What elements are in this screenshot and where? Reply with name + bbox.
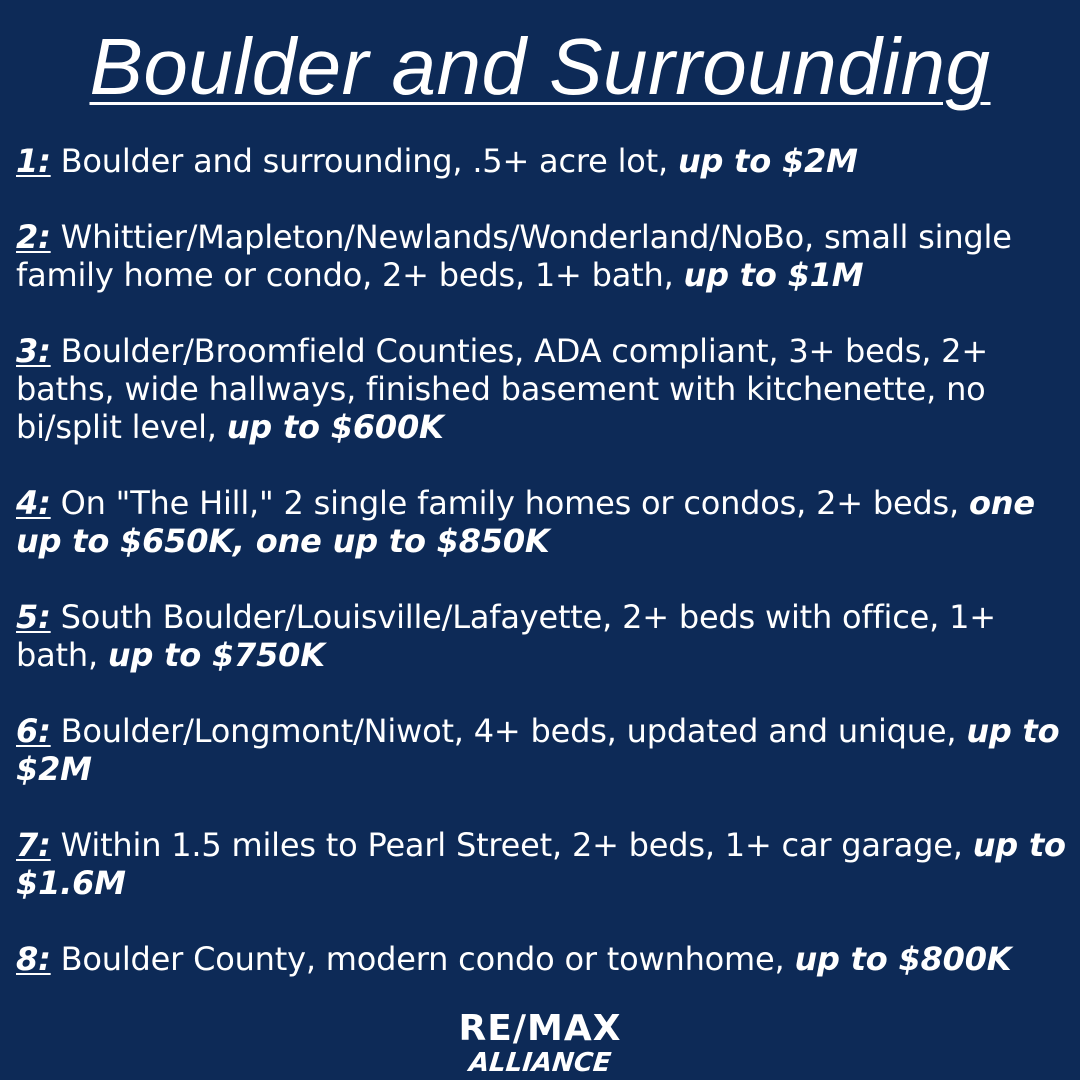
listing-criteria-list: [16, 142, 1072, 978]
item-text: Boulder and surrounding, .5+ acre lot,: [50, 142, 678, 180]
list-item: [16, 598, 1072, 674]
list-item: [16, 712, 1072, 788]
item-number: 8:: [16, 940, 51, 978]
item-text: Whittier/Mapleton/Newlands/Wonderland/NoBo, small single family home or condo, 2+ beds, 1+ bath,: [16, 218, 1012, 294]
item-price: one up to $650K, one up to $850K: [16, 484, 1035, 560]
item-text: Boulder/Longmont/Niwot, 4+ beds, updated and unique,: [50, 712, 967, 750]
item-price: up to $800K: [794, 940, 1012, 978]
logo-subtitle: ALLIANCE: [467, 1048, 613, 1078]
list-item: [16, 332, 1072, 446]
item-price: up to $600K: [226, 408, 444, 446]
item-number: 5:: [16, 598, 51, 636]
item-number: 2:: [16, 218, 51, 256]
list-item: [16, 940, 1072, 978]
list-item: [16, 484, 1072, 560]
remax-alliance-logo: [440, 1010, 640, 1080]
item-number: 6:: [16, 712, 51, 750]
item-price: up to $2M: [16, 712, 1060, 788]
list-item: [16, 142, 1072, 180]
item-text: Within 1.5 miles to Pearl Street, 2+ beds, 1+ car garage,: [50, 826, 973, 864]
list-item: [16, 826, 1072, 902]
item-text: Boulder County, modern condo or townhome,: [50, 940, 795, 978]
list-item: [16, 218, 1072, 294]
item-number: 4:: [16, 484, 51, 522]
item-text: Boulder/Broomfield Counties, ADA compliant, 3+ beds, 2+ baths, wide hallways, finished basement with kitchenette, no bi/split level,: [16, 332, 988, 446]
item-price: up to $1.6M: [16, 826, 1066, 902]
item-number: 1:: [16, 142, 51, 180]
item-price: up to $2M: [677, 142, 858, 180]
logo-wordmark: RE/MAX: [458, 1008, 622, 1049]
item-number: 3:: [16, 332, 51, 370]
page-title: Boulder and Surrounding: [89, 22, 991, 111]
item-price: up to $750K: [107, 636, 325, 674]
item-text: On "The Hill," 2 single family homes or condos, 2+ beds,: [50, 484, 969, 522]
item-price: up to $1M: [683, 256, 864, 294]
item-number: 7:: [16, 826, 51, 864]
item-text: South Boulder/Louisville/Lafayette, 2+ beds with office, 1+ bath,: [16, 598, 996, 674]
